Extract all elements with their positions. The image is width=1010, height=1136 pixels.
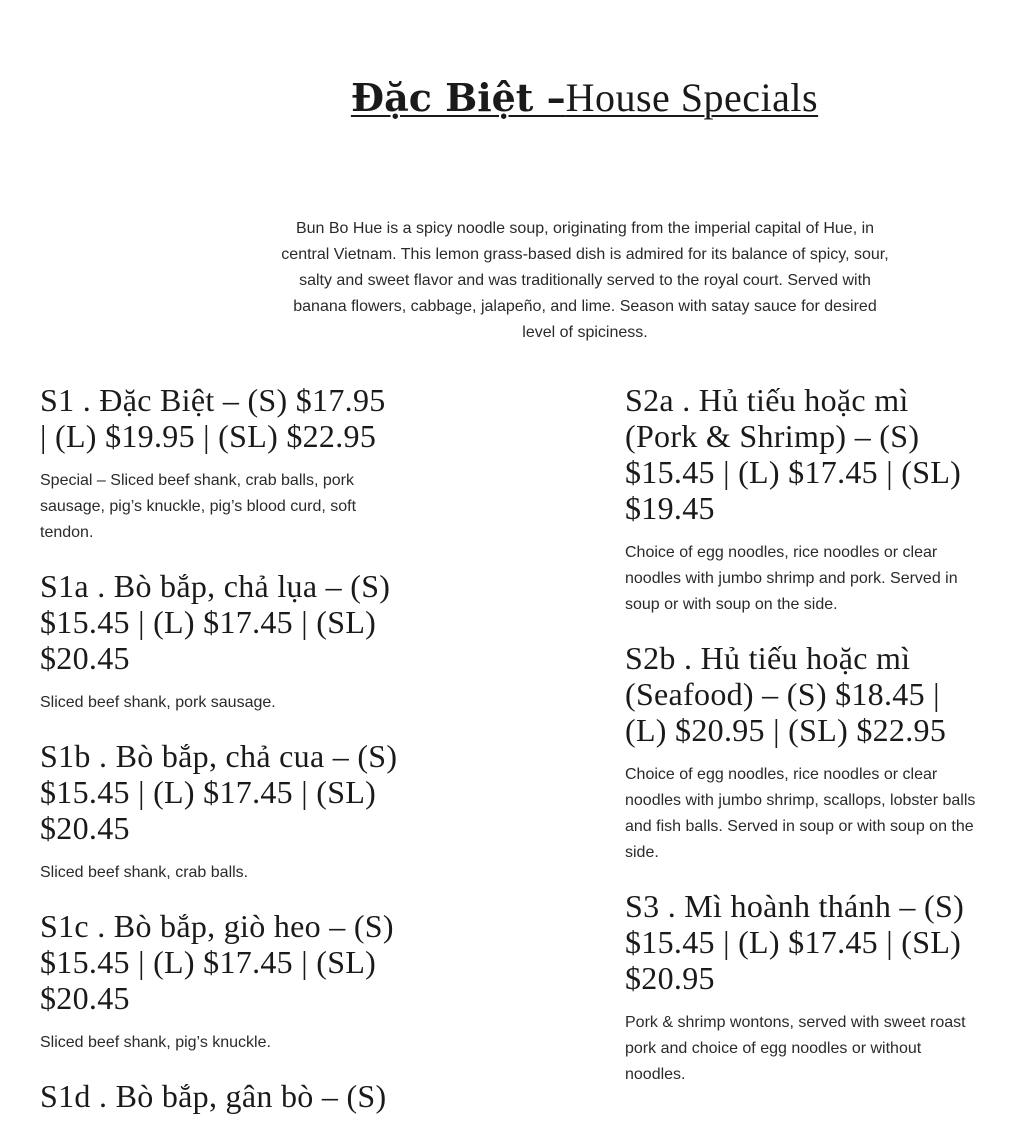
menu-item-s1a <box>40 568 398 716</box>
page-title <box>0 72 1010 124</box>
menu-item-description: Pork & shrimp wontons, served with sweet roast pork and choice of egg noodles or without noodles. <box>625 1014 966 1083</box>
page-title-underlined <box>351 75 818 121</box>
menu-item-description: Sliced beef shank, pork sausage. <box>40 694 276 711</box>
menu-item-description: Choice of egg noodles, rice noodles or clear noodles with jumbo shrimp, scallops, lobster balls and fish balls. Served in soup or with soup on the side. <box>625 766 976 861</box>
menu-item-s2a <box>625 382 983 618</box>
menu-item-s1b <box>40 738 398 886</box>
menu-item-title: S3 . Mì hoành thánh – (S) $15.45 | (L) $17.45 | (SL) $20.95 <box>625 888 965 996</box>
menu-item-title: S1 . Đặc Biệt – (S) $17.95 | (L) $19.95 | (SL) $22.95 <box>40 382 386 454</box>
page-title-vietnamese: Đặc Biệt – <box>350 75 566 120</box>
menu-item-s1c <box>40 908 398 1056</box>
menu-item-description: Sliced beef shank, crab balls. <box>40 864 249 881</box>
intro-description: Bun Bo Hue is a spicy noodle soup, originating from the imperial capital of Hue, in central Vietnam. This lemon grass-based dish is admired for its balance of spicy, sour, salty and sweet flavor and was traditionally served to the royal court. Served with banana flowers, cabbage, jalapeño, and lime. Season with satay sauce for desired level of spiciness. <box>281 220 889 341</box>
menu-item-s3 <box>625 888 983 1088</box>
menu-item-title: S1b . Bò bắp, chả cua – (S) $15.45 | (L) $17.45 | (SL) $20.45 <box>40 738 398 846</box>
menu-column-left <box>40 382 398 1136</box>
menu-item-s1 <box>40 382 398 546</box>
menu-item-title: S1d . Bò bắp, gân bò – (S) <box>40 1078 387 1114</box>
menu-item-title: S1c . Bò bắp, giò heo – (S) $15.45 | (L) $17.45 | (SL) $20.45 <box>40 908 394 1016</box>
page-title-english: House Specials <box>565 75 819 120</box>
menu-item-description: Special – Sliced beef shank, crab balls, pork sausage, pig’s knuckle, pig’s blood curd, soft tendon. <box>40 472 357 541</box>
menu-item-description: Choice of egg noodles, rice noodles or clear noodles with jumbo shrimp and pork. Served in soup or with soup on the side. <box>625 544 958 613</box>
menu-item-title: S2a . Hủ tiếu hoặc mì (Pork & Shrimp) – (S) $15.45 | (L) $17.45 | (SL) $19.45 <box>625 382 962 526</box>
menu-item-s1d <box>40 1078 398 1114</box>
menu-item-title: S1a . Bò bắp, chả lụa – (S) $15.45 | (L) $17.45 | (SL) $20.45 <box>40 568 391 676</box>
menu-item-title: S2b . Hủ tiếu hoặc mì (Seafood) – (S) $18.45 | (L) $20.95 | (SL) $22.95 <box>625 640 947 748</box>
menu-item-s2b <box>625 640 983 866</box>
menu-column-right <box>625 382 983 1110</box>
menu-item-description: Sliced beef shank, pig’s knuckle. <box>40 1034 271 1051</box>
